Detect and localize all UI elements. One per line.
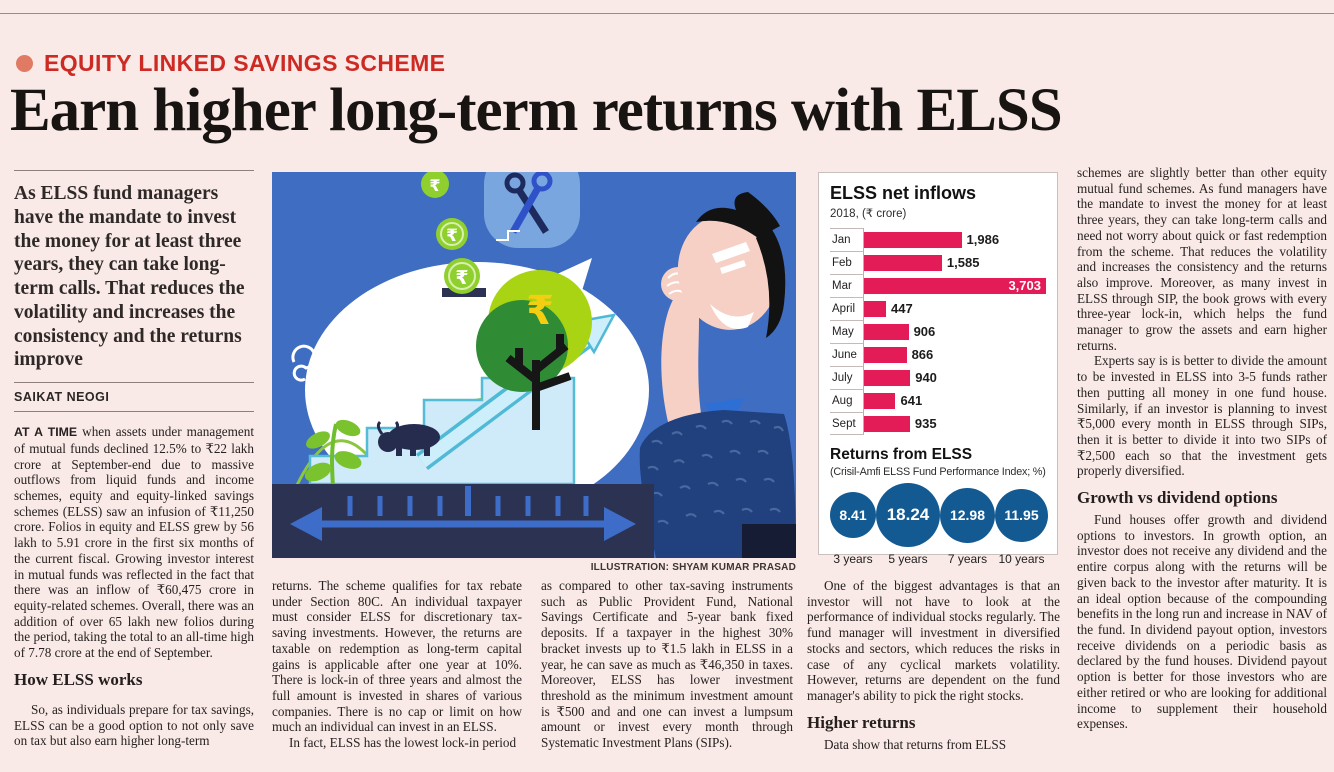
text-column-3 — [541, 578, 793, 772]
bar-value: 935 — [914, 415, 937, 431]
subhead-growth-vs-dividend: Growth vs dividend options — [1077, 488, 1278, 508]
bar — [864, 301, 886, 317]
body-paragraph: Fund houses offer growth and dividend options to investors. In growth option, an investor does not receive any dividend and the entire corpus along with the returns will be given back to the investor after maturity. It is an ideal option because of the compounding benefits in the long run and increase in NAV of the fund. In dividend payout option, investors receive dividends on a periodic basis as declared by the fund houses. Dividend payout option is better for those investors who are either retired or who are looking for additional income to supplement their household expenses. — [1077, 512, 1327, 732]
svg-text:₹: ₹ — [429, 178, 441, 195]
bar — [864, 232, 962, 248]
text-column-2 — [272, 578, 522, 772]
bar-value: 641 — [900, 392, 923, 408]
piggy-bank-illustration — [272, 172, 796, 558]
kicker-label: EQUITY LINKED SAVINGS SCHEME — [44, 50, 446, 76]
text-column-4 — [807, 578, 1060, 772]
bar-month-label: April — [830, 297, 864, 320]
elss-inflows-chart — [818, 172, 1058, 566]
lead-in: AT A TIME — [14, 425, 78, 440]
bar-value: 866 — [911, 346, 934, 362]
subhead-how-elss-works: How ELSS works — [14, 669, 143, 689]
bar-track — [864, 324, 1046, 340]
chart-title: ELSS net inflows — [830, 183, 977, 203]
bar-track — [864, 278, 1046, 294]
svg-text:₹: ₹ — [455, 268, 469, 289]
return-item — [995, 480, 1048, 566]
bar-value: 3,703 — [1008, 277, 1041, 293]
subhead-higher-returns: Higher returns — [807, 712, 916, 732]
return-circle: 12.98 — [940, 488, 995, 543]
body-paragraph: One of the biggest advantages is that an investor will not have to look at the performance of individual stocks regularly. The fund manager will investment in diversified stocks and sectors, which reduces the risks in case of any cyclical markets volatility. However, returns are dependent on the fund manager's ability to pick the right stocks. — [807, 578, 1060, 703]
return-item — [940, 480, 995, 566]
bar-value: 1,585 — [946, 254, 980, 270]
rupee-coin-icon — [436, 218, 468, 250]
bar-track — [864, 232, 1046, 248]
left-column — [14, 170, 254, 749]
body-paragraph: Data show that returns from ELSS — [824, 736, 1007, 752]
kicker-dot-icon — [16, 55, 33, 72]
illustration-caption: ILLUSTRATION: SHYAM KUMAR PRASAD — [590, 562, 796, 573]
bar-value: 940 — [915, 369, 937, 385]
trousers — [742, 524, 796, 558]
body-paragraph: Experts say is is better to divide the amount to be invested in ELSS into 3-5 funds rather then putting all money in one fund house. Similarly, if an investor is planning to invest ₹5,000 every month in ELSS through SIPs, then it is better to divide it into two SIPs of ₹2,500 each so that the investment gets properly diversified. — [1077, 353, 1327, 479]
bar — [864, 255, 942, 271]
body-paragraph: So, as individuals prepare for tax savings, ELSS can be a good option to not only save on tax but also earn higher long-term — [14, 701, 254, 749]
article-headline: Earn higher long-term returns with ELSS — [10, 77, 1062, 144]
bar-row — [830, 343, 1046, 366]
svg-text:₹: ₹ — [446, 226, 458, 245]
returns-title: Returns from ELSS — [830, 446, 973, 463]
bar — [864, 370, 910, 386]
return-item — [830, 480, 876, 566]
bar-row — [830, 228, 1046, 251]
bar-track — [864, 255, 1046, 271]
bar — [864, 393, 895, 409]
bar-track — [864, 347, 1046, 363]
illustration-block — [272, 172, 796, 573]
byline: SAIKAT NEOGI — [14, 382, 254, 412]
bar-row — [830, 320, 1046, 343]
rupee-symbol: ₹ — [526, 289, 554, 333]
bar-month-label: Sept — [830, 412, 864, 435]
bar — [864, 347, 907, 363]
return-period-label: 3 years — [833, 552, 873, 566]
returns-subtitle: (Crisil-Amfi ELSS Fund Performance Index; %) — [830, 466, 1046, 478]
return-circle: 8.41 — [830, 492, 876, 538]
paragraph-text: when assets under management of mutual funds declined 12.5% to ₹22 lakh crore at September-end due to massive outflows from liquid funds and income schemes, equity and equity-linked savings schemes (ELSS) saw an infusion of ₹11,250 crore. Folios in equity and ELSS grew by 56 lakh to 5.91 crore in the first six months of the current fiscal. Growing investor interest in mutual funds was reflected in the fact that there was an inflow of ₹60,475 crore in equity-related schemes. Overall, there was an addition of over 65 lakh new folios during the period, taking the total to an all-time high of 7.78 crore at the end of September. — [14, 424, 255, 661]
return-period-label: 7 years — [947, 552, 988, 566]
bar-month-label: June — [830, 343, 864, 366]
bar — [864, 324, 909, 340]
bar-month-label: Aug — [830, 389, 864, 412]
bar-track — [864, 301, 1046, 317]
returns-circles — [830, 480, 1046, 566]
bar-month-label: Mar — [830, 274, 864, 297]
bar-track — [864, 416, 1046, 432]
bar-row — [830, 274, 1046, 297]
bar-value: 1,986 — [966, 231, 1000, 247]
bar-track — [864, 393, 1046, 409]
bar — [864, 416, 910, 432]
return-circle: 18.24 — [876, 483, 940, 547]
bar-chart-rows — [830, 228, 1046, 435]
section-kicker — [16, 50, 445, 77]
body-paragraph: as compared to other tax-saving instruments such as Public Provident Fund, National Savings Certificate and 5-year bank fixed deposits. If a taxpayer in the highest 30% bracket invests up to ₹1.5 lakh in ELSS in a year, he can save as much as ₹46,350 in taxes. Moreover, ELSS has lower investment threshold as the minimum investment amount is ₹500 and and one can invest a lumpsum amount or invest every month through Systematic Investment Plans (SIPs). — [541, 578, 793, 751]
bar-row — [830, 389, 1046, 412]
bar-month-label: Jan — [830, 228, 864, 251]
return-period-label: 5 years — [888, 552, 928, 566]
body-paragraph: schemes are slightly better than other equity mutual fund schemes. As fund managers have the mandate to invest the money for at least three years, they can take long-term calls and need not worry about quick or fast redemption from the scheme. That reduces the volatility and increases the consistency and the returns also improve. Moreover, as many invest in ELSS through SIP, the book grows with every three-year lock-in, which helps the fund manager to grow the assets and earn higher returns. — [1077, 165, 1327, 353]
return-period-label: 10 years — [998, 552, 1045, 566]
return-circle: 11.95 — [995, 489, 1048, 542]
bar-track — [864, 370, 1046, 386]
bar-row — [830, 366, 1046, 389]
rupee-coin-icon — [444, 258, 480, 294]
body-paragraph — [14, 424, 254, 661]
bar-value: 906 — [913, 323, 936, 339]
return-item — [876, 480, 940, 566]
bar-month-label: May — [830, 320, 864, 343]
bar-value: 447 — [891, 300, 913, 316]
body-paragraph: returns. The scheme qualifies for tax rebate under Section 80C. An individual taxpayer must consider ELSS for discretionary tax-saving investments. However, the returns are taxable on redemption as long-term capital gains is applicable after one year at 10%. There is lock-in of three years and almost the full amount is invested in shares of various companies. There is no cap or limit on how much an individual can invest in an ELSS. — [272, 578, 522, 735]
bar-row — [830, 412, 1046, 435]
bar-row — [830, 297, 1046, 320]
chart-subtitle: 2018, (₹ crore) — [830, 208, 907, 220]
body-paragraph: In fact, ELSS has the lowest lock-in period — [289, 735, 517, 751]
bar-row — [830, 251, 1046, 274]
bar — [864, 278, 1046, 294]
standfirst: As ELSS fund managers have the mandate to invest the money for at least three years, they can take long-term calls. That reduces the volatility and increases the consistency and the returns improve — [14, 170, 254, 372]
right-column — [1077, 165, 1327, 772]
bar-month-label: Feb — [830, 251, 864, 274]
bar-month-label: July — [830, 366, 864, 389]
top-rule — [0, 13, 1334, 14]
